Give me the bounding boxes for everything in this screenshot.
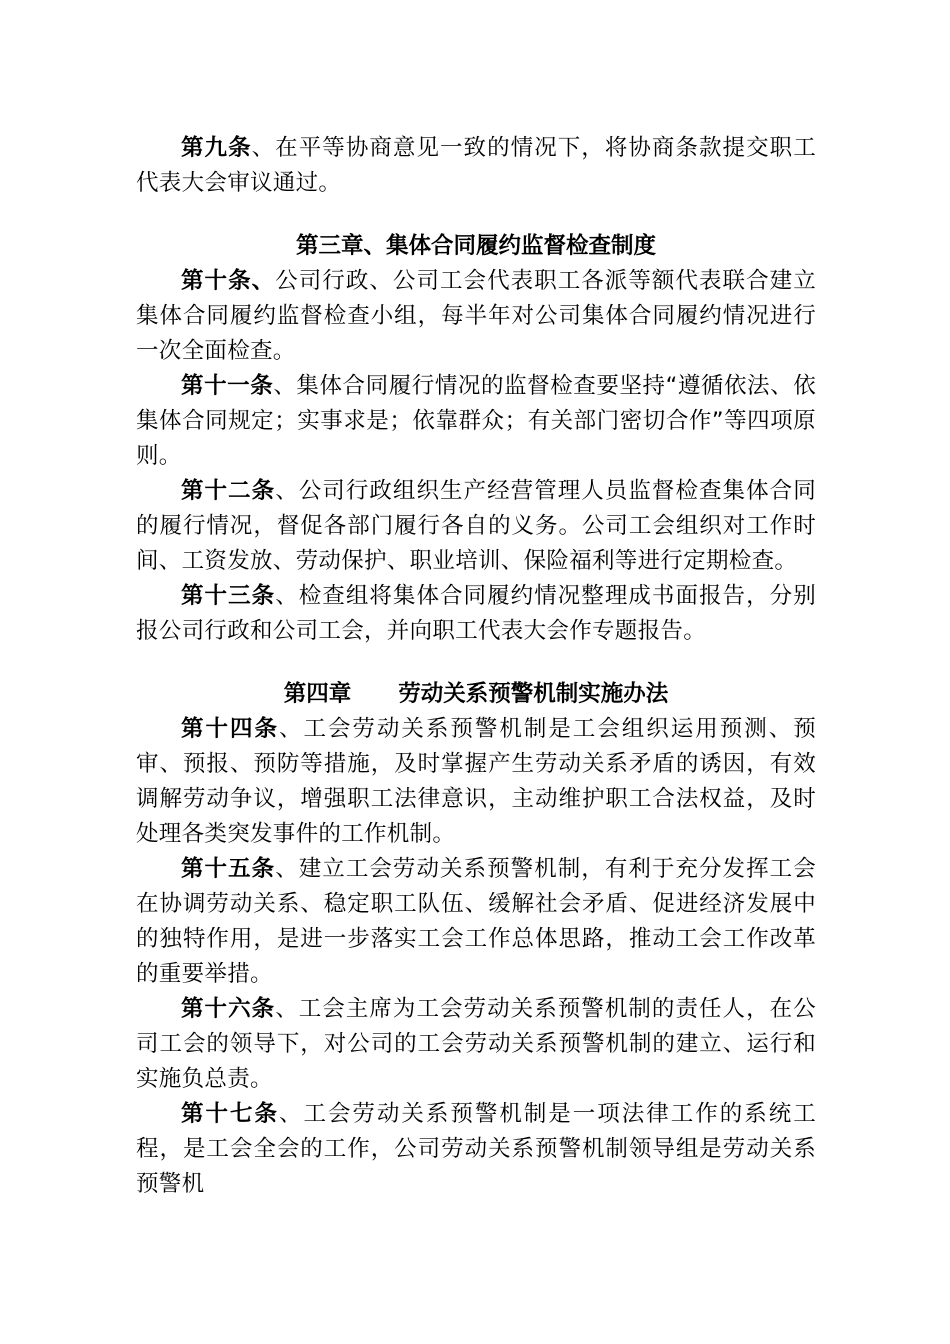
article-14-label: 第十四条 <box>181 716 279 742</box>
chapter-4-heading: 第四章 劳动关系预警机制实施办法 <box>283 681 669 707</box>
article-9-label: 第九条 <box>181 135 252 161</box>
article-12 <box>136 474 816 579</box>
spacer <box>136 201 816 229</box>
article-12-label: 第十二条 <box>181 478 276 504</box>
article-15 <box>136 852 816 992</box>
article-10-text: 公司行政、公司工会代表职工各派等额代表联合建立集体合同履约监督检查小组，每半年对公司集体合同履约情况进行一次全面检查。 <box>136 268 816 364</box>
article-15-text: 、建立工会劳动关系预警机制，有利于充分发挥工会在协调劳动关系、稳定职工队伍、缓解社会矛盾、促进经济发展中的独特作用，是进一步落实工会工作总体思路，推动工会工作改革的重要举措。 <box>136 856 816 987</box>
article-11-label: 第十一条 <box>181 373 274 399</box>
article-9-text: 、在平等协商意见一致的情况下，将协商条款提交职工代表大会审议通过。 <box>136 135 816 196</box>
article-11 <box>136 369 816 474</box>
article-16-text: 、工会主席为工会劳动关系预警机制的责任人，在公司工会的领导下，对公司的工会劳动关系预警机制的建立、运行和实施负总责。 <box>136 996 816 1092</box>
article-13-label: 第十三条 <box>181 583 276 609</box>
article-13-text: 、检查组将集体合同履约情况整理成书面报告，分别报公司行政和公司工会，并向职工代表大会作专题报告。 <box>136 583 816 644</box>
article-15-label: 第十五条 <box>181 856 276 882</box>
article-12-text: 、公司行政组织生产经营管理人员监督检查集体合同的履行情况，督促各部门履行各自的义务。公司工会组织对工作时间、工资发放、劳动保护、职业培训、保险福利等进行定期检查。 <box>136 478 816 574</box>
spacer <box>136 649 816 677</box>
article-10 <box>136 264 816 369</box>
article-13 <box>136 579 816 649</box>
article-17 <box>136 1097 816 1202</box>
article-17-label: 第十七条 <box>181 1101 279 1127</box>
article-9 <box>136 131 816 201</box>
article-10-label: 第十条、 <box>181 268 276 294</box>
article-14 <box>136 712 816 852</box>
article-17-text: 、工会劳动关系预警机制是一项法律工作的系统工程，是工会全会的工作，公司劳动关系预警机制领导组是劳动关系预警机 <box>136 1101 816 1197</box>
chapter-3-heading: 第三章、集体合同履约监督检查制度 <box>295 233 656 259</box>
article-11-text: 、集体合同履行情况的监督检查要坚持“遵循依法、依集体合同规定；实事求是；依靠群众；有关部门密切合作”等四项原则。 <box>136 373 817 469</box>
article-14-text: 、工会劳动关系预警机制是工会组织运用预测、预审、预报、预防等措施，及时掌握产生劳动关系矛盾的诱因，有效调解劳动争议，增强职工法律意识，主动维护职工合法权益，及时处理各类突发事件的工作机制。 <box>136 716 816 847</box>
article-16-label: 第十六条 <box>181 996 276 1022</box>
article-16 <box>136 992 816 1097</box>
